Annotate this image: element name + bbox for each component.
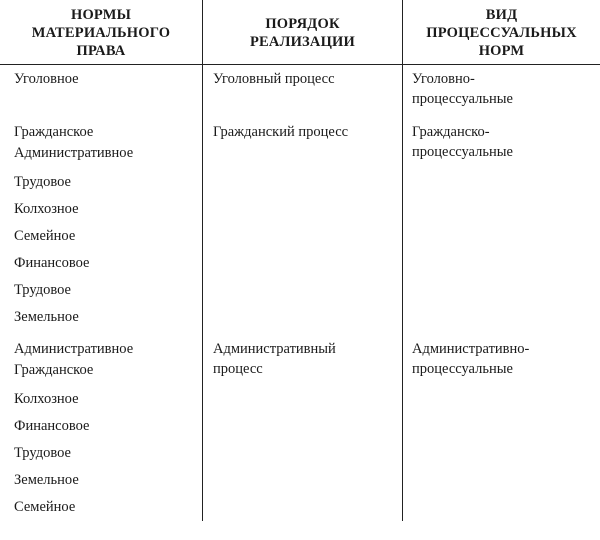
header-divider <box>0 64 600 65</box>
realization-line: Гражданский процесс <box>213 124 349 140</box>
group3-realization <box>213 339 336 379</box>
header-line: МАТЕРИАЛЬНОГО <box>31 25 171 41</box>
procedural-line: процессуальные <box>412 144 513 160</box>
material-norm-item: Уголовное <box>14 71 79 87</box>
material-norm-item: Финансовое <box>14 418 90 434</box>
header-line: ПОРЯДОК <box>265 16 340 32</box>
group3-procedural <box>412 339 529 379</box>
material-norm-item: Земельное <box>14 472 79 488</box>
material-norm-item: Административное <box>14 341 134 357</box>
material-norm-item: Семейное <box>14 499 76 515</box>
realization-line: Уголовный процесс <box>213 71 335 87</box>
material-norm-item: Земельное <box>14 309 79 325</box>
header-line: ПРОЦЕССУАЛЬНЫХ <box>426 25 577 41</box>
material-norm-item: Колхозное <box>14 391 79 407</box>
realization-line: процесс <box>213 361 263 377</box>
material-norm-item: Административное <box>14 145 134 161</box>
header-line: НОРМ <box>478 43 525 59</box>
group1-material <box>14 69 79 89</box>
group2-material <box>14 122 133 331</box>
procedural-line: процессуальные <box>412 91 513 107</box>
header-line: ВИД <box>485 7 518 23</box>
material-norm-item: Финансовое <box>14 255 90 271</box>
material-norm-item: Трудовое <box>14 174 71 190</box>
header-line: РЕАЛИЗАЦИИ <box>249 34 356 50</box>
procedural-line: Уголовно- <box>412 71 475 87</box>
group3-material <box>14 339 133 521</box>
group2-procedural <box>412 122 513 162</box>
material-norm-item: Трудовое <box>14 282 71 298</box>
material-norm-item: Гражданское <box>14 124 94 140</box>
header-line: ПРАВА <box>76 43 126 59</box>
column-divider-2 <box>402 0 403 521</box>
column-divider-1 <box>202 0 203 521</box>
header-realization-order <box>203 15 402 51</box>
procedural-line: Административно- <box>412 341 530 357</box>
procedural-line: Гражданско- <box>412 124 490 140</box>
material-norm-item: Гражданское <box>14 362 94 378</box>
group1-realization <box>213 69 335 89</box>
procedural-line: процессуальные <box>412 361 513 377</box>
material-norm-item: Семейное <box>14 228 76 244</box>
header-line: НОРМЫ <box>70 7 132 23</box>
header-procedural-norms <box>403 6 600 60</box>
realization-line: Административный <box>213 341 336 357</box>
material-norm-item: Трудовое <box>14 445 71 461</box>
group2-realization <box>213 122 348 142</box>
header-material-norms <box>0 6 202 60</box>
group1-procedural <box>412 69 513 109</box>
material-norm-item: Колхозное <box>14 201 79 217</box>
